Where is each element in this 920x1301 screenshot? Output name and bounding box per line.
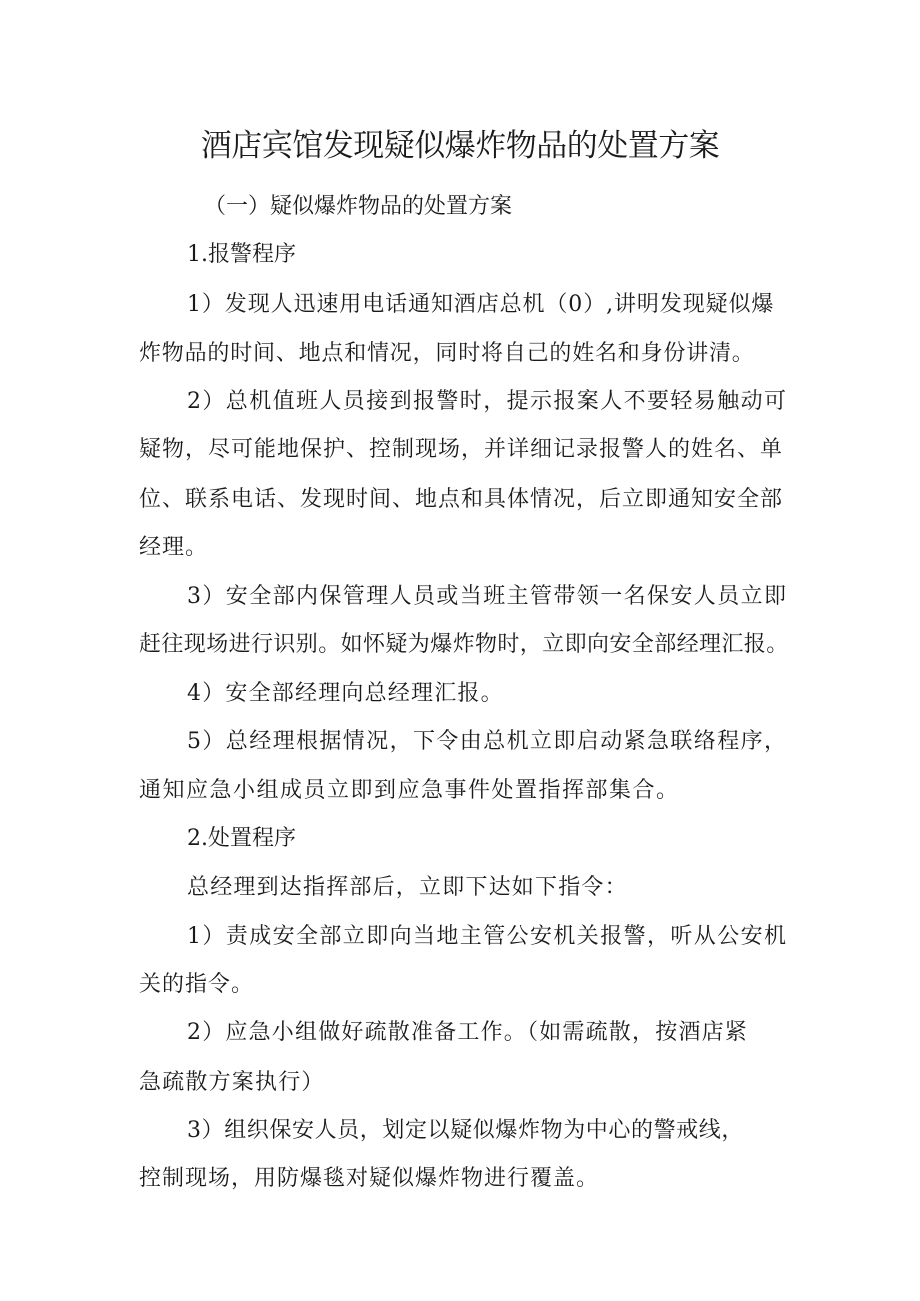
paragraph-line: 赶往现场进行识别。如怀疑为爆炸物时，立即向安全部经理汇报。 [139, 632, 789, 657]
paragraph-line: 4）安全部经理向总经理汇报。 [187, 681, 504, 706]
paragraph-line: 3）组织保安人员，划定以疑似爆炸物为中心的警戒线， [187, 1118, 744, 1143]
section-heading: （一）疑似爆炸物品的处置方案 [204, 194, 513, 219]
paragraph-line: 3）安全部内保管理人员或当班主管带领一名保安人员立即 [187, 584, 788, 609]
paragraph-line: 总经理到达指挥部后，立即下达如下指令： [187, 875, 628, 900]
paragraph-line: 通知应急小组成员立即到应急事件处置指挥部集合。 [139, 778, 680, 803]
paragraph-line: 炸物品的时间、地点和情况，同时将自己的姓名和身份讲清。 [139, 341, 755, 366]
paragraph-line: 5）总经理根据情况，下令由总机立即启动紧急联络程序， [187, 729, 788, 754]
paragraph-line: 急疏散方案执行） [139, 1070, 325, 1095]
paragraph-line: 1）发现人迅速用电话通知酒店总机（0）,讲明发现疑似爆 [187, 292, 775, 317]
subheading-handling-procedure: 2.处置程序 [187, 826, 296, 851]
paragraph-line: 2）应急小组做好疏散准备工作。（如需疏散，按酒店紧 [187, 1020, 748, 1045]
paragraph-line: 关的指令。 [139, 972, 255, 997]
paragraph-line: 经理。 [139, 535, 209, 560]
paragraph-line: 疑物，尽可能地保护、控制现场，并详细记录报警人的姓名、单 [139, 437, 784, 462]
subheading-alarm-procedure: 1.报警程序 [187, 242, 296, 267]
document-title: 酒店宾馆发现疑似爆炸物品的处置方案 [200, 128, 720, 164]
paragraph-line: 控制现场，用防爆毯对疑似爆炸物进行覆盖。 [139, 1166, 600, 1191]
paragraph-line: 位、联系电话、发现时间、地点和具体情况，后立即通知安全部 [139, 487, 784, 512]
paragraph-line: 2）总机值班人员接到报警时，提示报案人不要轻易触动可 [187, 389, 788, 414]
paragraph-line: 1）责成安全部立即向当地主管公安机关报警，听从公安机 [187, 924, 788, 949]
